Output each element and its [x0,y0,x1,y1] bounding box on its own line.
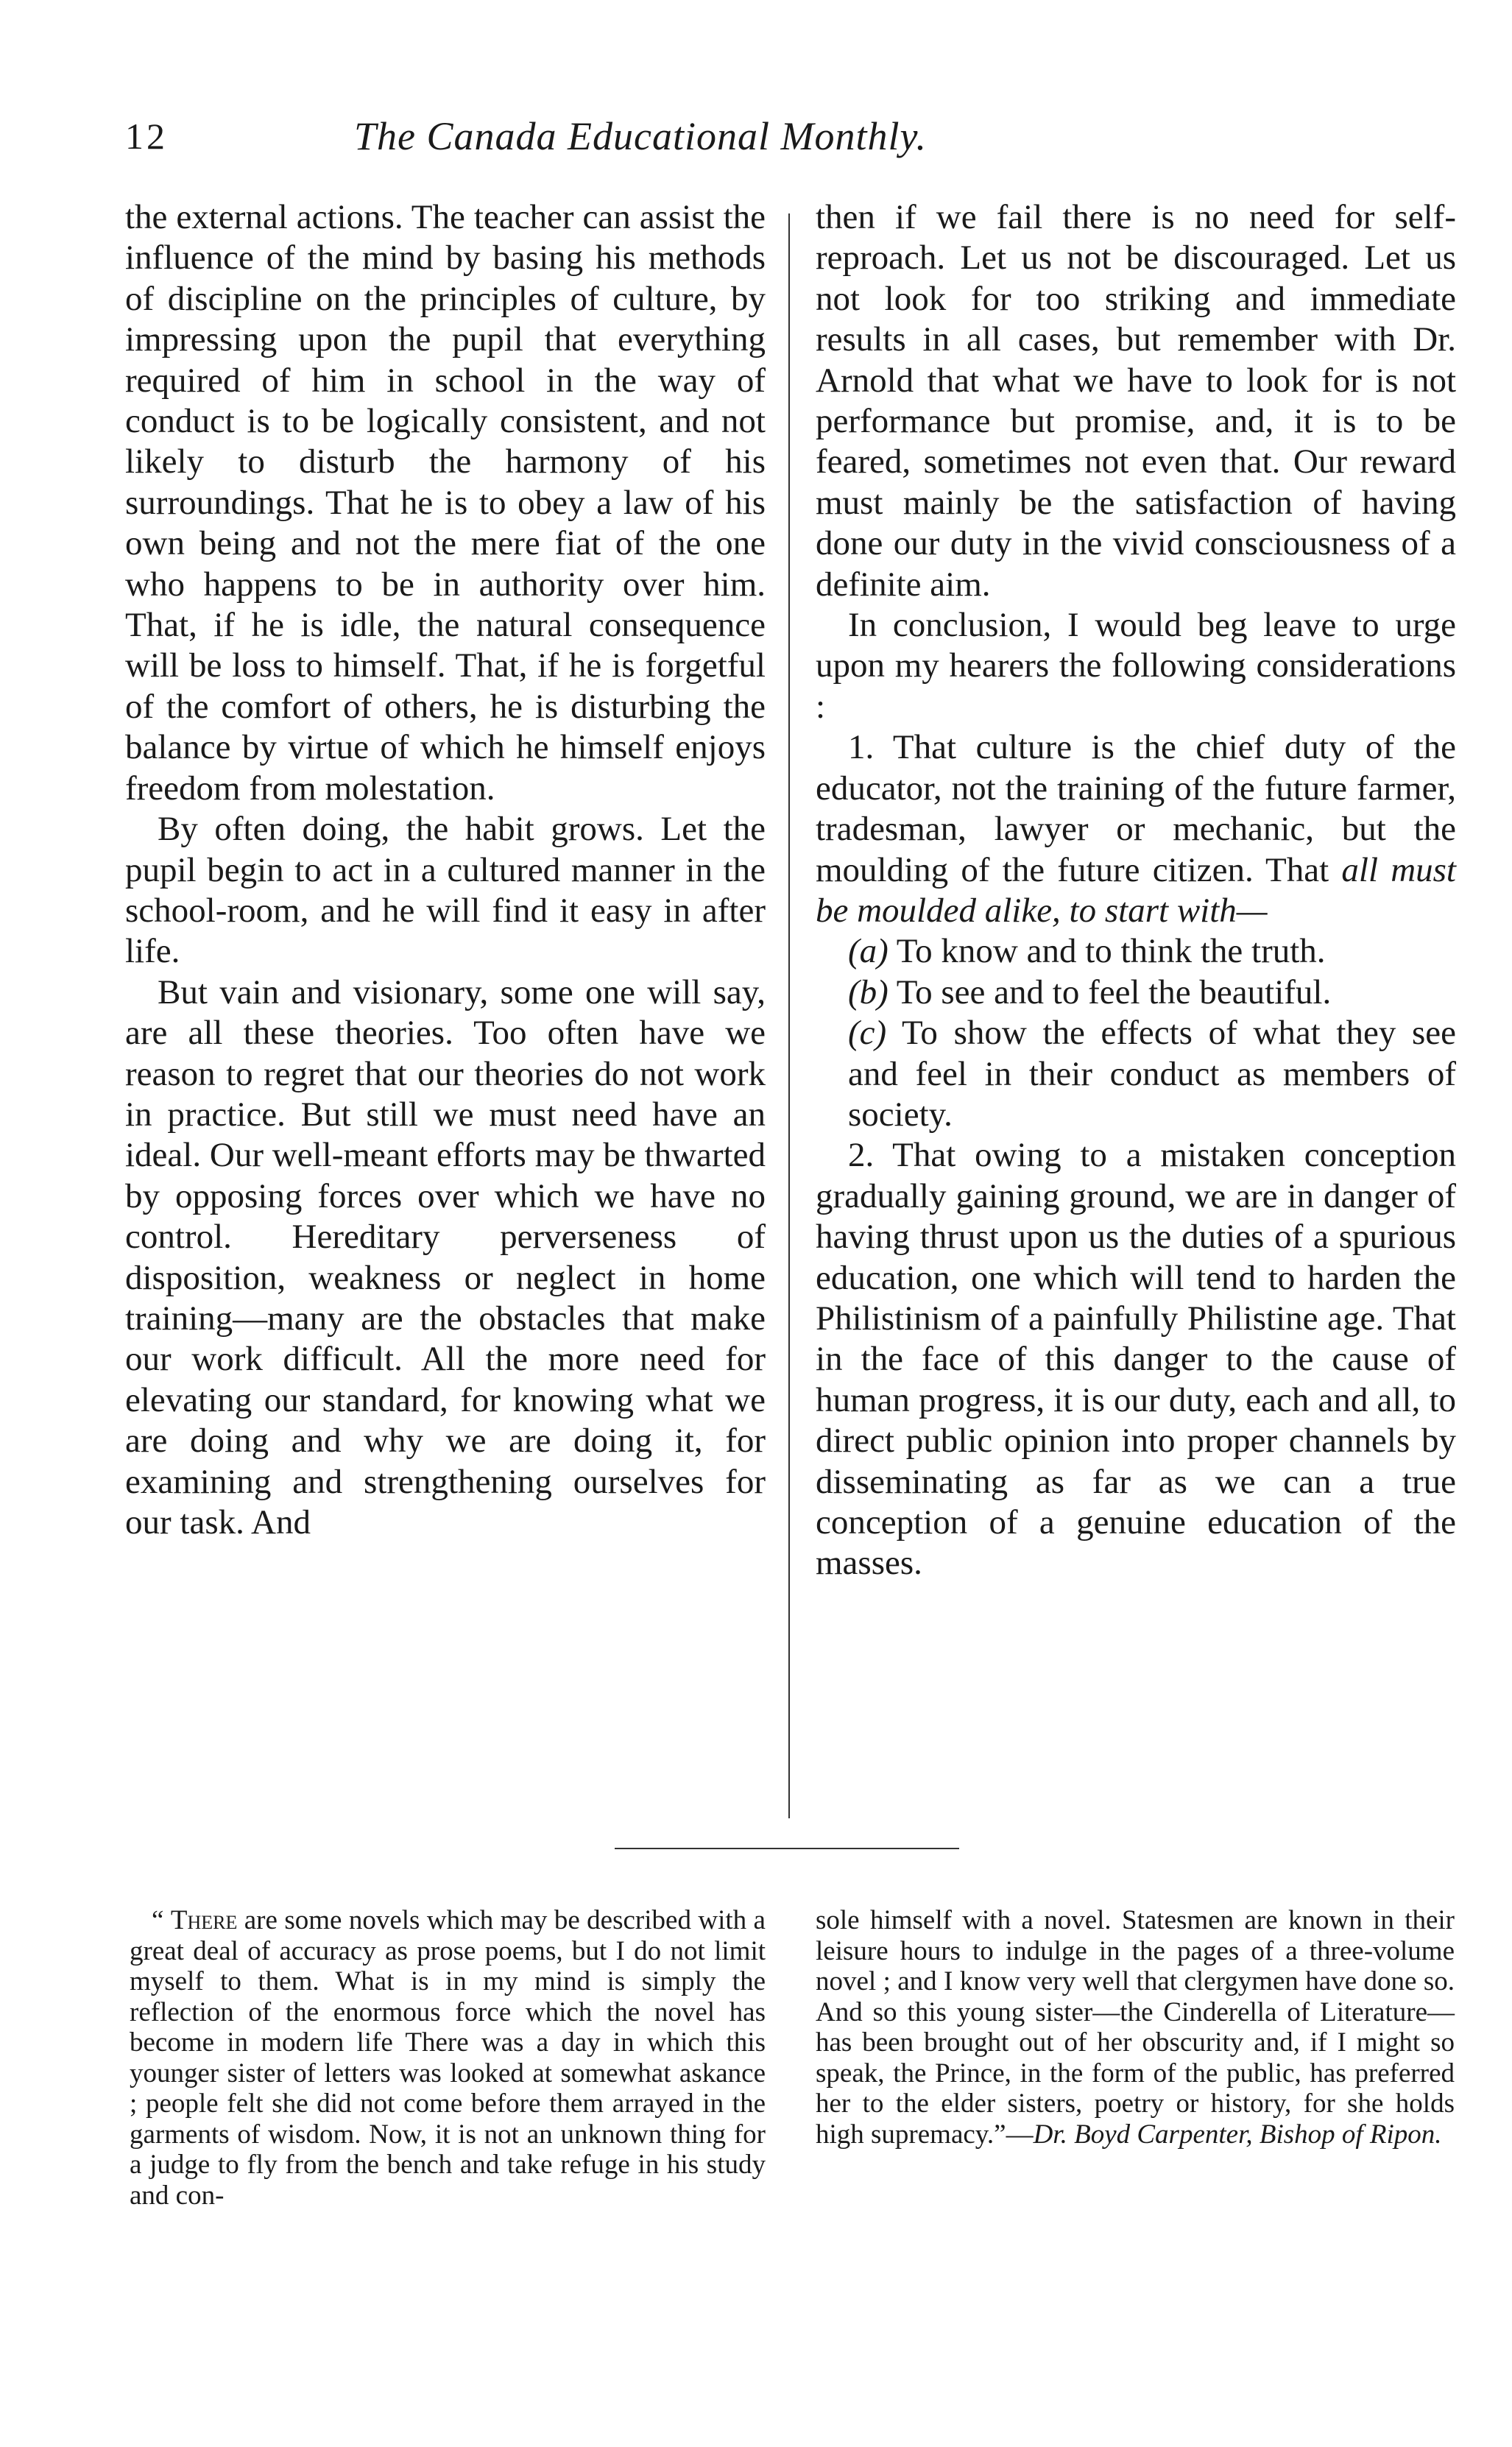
footnote-left-column [130,1905,766,2211]
footnote-attribution: Dr. Boyd Carpenter, Bishop of Ripon. [1033,2119,1442,2150]
footnote-left-text [130,1905,766,2211]
footnote-separator [615,1848,959,1849]
column-divider [788,213,790,1818]
footnote-right-text [816,1905,1455,2150]
right-column [816,197,1456,1584]
list-item-a-text: To know and to think the truth. [888,932,1326,971]
list-item-c-label: (c) [848,1014,887,1053]
list-item-b-text: To see and to feel the beautiful. [888,972,1332,1011]
running-header [125,110,1156,162]
consideration-1-italic: all must be moulded alike, to start with— [816,850,1456,930]
right-paragraph-2: In conclusion, I would beg leave to urge upon my hearers the following considerations : [816,606,1456,726]
list-item-c [816,1013,1456,1135]
consideration-2: 2. That owing to a mistaken conception gradually gaining ground, we are in danger of having thrust upon us the duties of a spurious education, one which will tend to harden the Philistinism of a painfully Philistine age. That in the face of this danger to the cause of human progress, it is our duty, each and all, to direct public opinion into proper channels by disseminating as far as we can a true conception of a genuine education of the masses. [816,1136,1456,1583]
list-item-b-label: (b) [848,972,889,1011]
page-number: 12 [125,116,168,157]
left-paragraph-1: the external actions. The teacher can assist the influence of the mind by basing his methods of discipline on the principles of culture, by impressing upon the pupil that everything required of him in school in the way of conduct is to be logically consistent, and not likely to disturb the harmony of his surroundings. That he is to obey a law of his own being and not the mere fiat of the one who happens to be in authority over him. That, if he is idle, the natural consequence will be loss to himself. That, if he is forgetful of the comfort of others, he is disturbing the balance by virtue of which he himself enjoys freedom from molestation. [125,198,766,808]
right-paragraph-1: then if we fail there is no need for self-reproach. Let us not be discouraged. Let us not look for too striking and immediate results in all cases, but remember with Dr. Arnold that what we have to look for is not performance but promise, and, it is to be feared, sometimes not even that. Our reward must mainly be the satisfaction of having done our duty in the vivid consciousness of a definite aim. [816,198,1456,604]
list-item-c-text: To show the effects of what they see and feel in their conduct as members of society. [848,1014,1456,1134]
list-item-b [816,972,1456,1013]
left-paragraph-2: By often doing, the habit grows. Let the pupil begin to act in a cultured manner in the school-room, and he will find it easy in after life. [125,810,766,971]
left-paragraph-3: But vain and visionary, some one will say, are all these theories. Too often have we reason to regret that our theories do not work in practice. But still we must need have an ideal. Our well-meant efforts may be thwarted by opposing forces over which we have no control. Hereditary perverseness of disposition, weakness or neglect in home training—many are the obstacles that make our work difficult. All the more need for elevating our standard, for knowing what we are doing and why we are doing it, for examining and strengthening ourselves for our task. And [125,972,766,1542]
footnote-open-quote: “ [152,1905,171,1935]
running-title: The Canada Educational Monthly. [354,114,927,158]
footnote-right-body: sole himself with a novel. Statesmen are known in their leisure hours to indulge in the pages of a three-volume novel ; and I know very well that clergymen have done so. And so this young sister—the Cinderella of Literature—has been brought out of her obscurity and, if I might so speak, the Prince, in the form of the public, has preferred her to the elder sisters, poetry or history, for she holds high supremacy.”— [816,1905,1455,2150]
footnote-right-column [816,1905,1455,2150]
footnote-left-body: are some novels which may be described with a great deal of accuracy as prose poems, but I do not limit myself to them. What is in my mind is simply the reflection of the enormous force which the novel has become in modern life There was a day in which this younger sister of letters was looked at somewhat askance ; people felt she did not come before them arrayed in the garments of wisdom. Now, it is not an unknown thing for a judge to fly from the bench and take refuge in his study and con- [130,1905,766,2211]
consideration-1-text: 1. That culture is the chief duty of the educator, not the training of the future farmer, tradesman, lawyer or mechanic, but the moulding of the future citizen. That [816,728,1456,889]
consideration-1 [816,727,1456,931]
list-item-a-label: (a) [848,932,889,971]
footnote-lead-word: There [170,1905,238,1935]
left-column [125,197,766,1543]
list-item-a [816,931,1456,972]
